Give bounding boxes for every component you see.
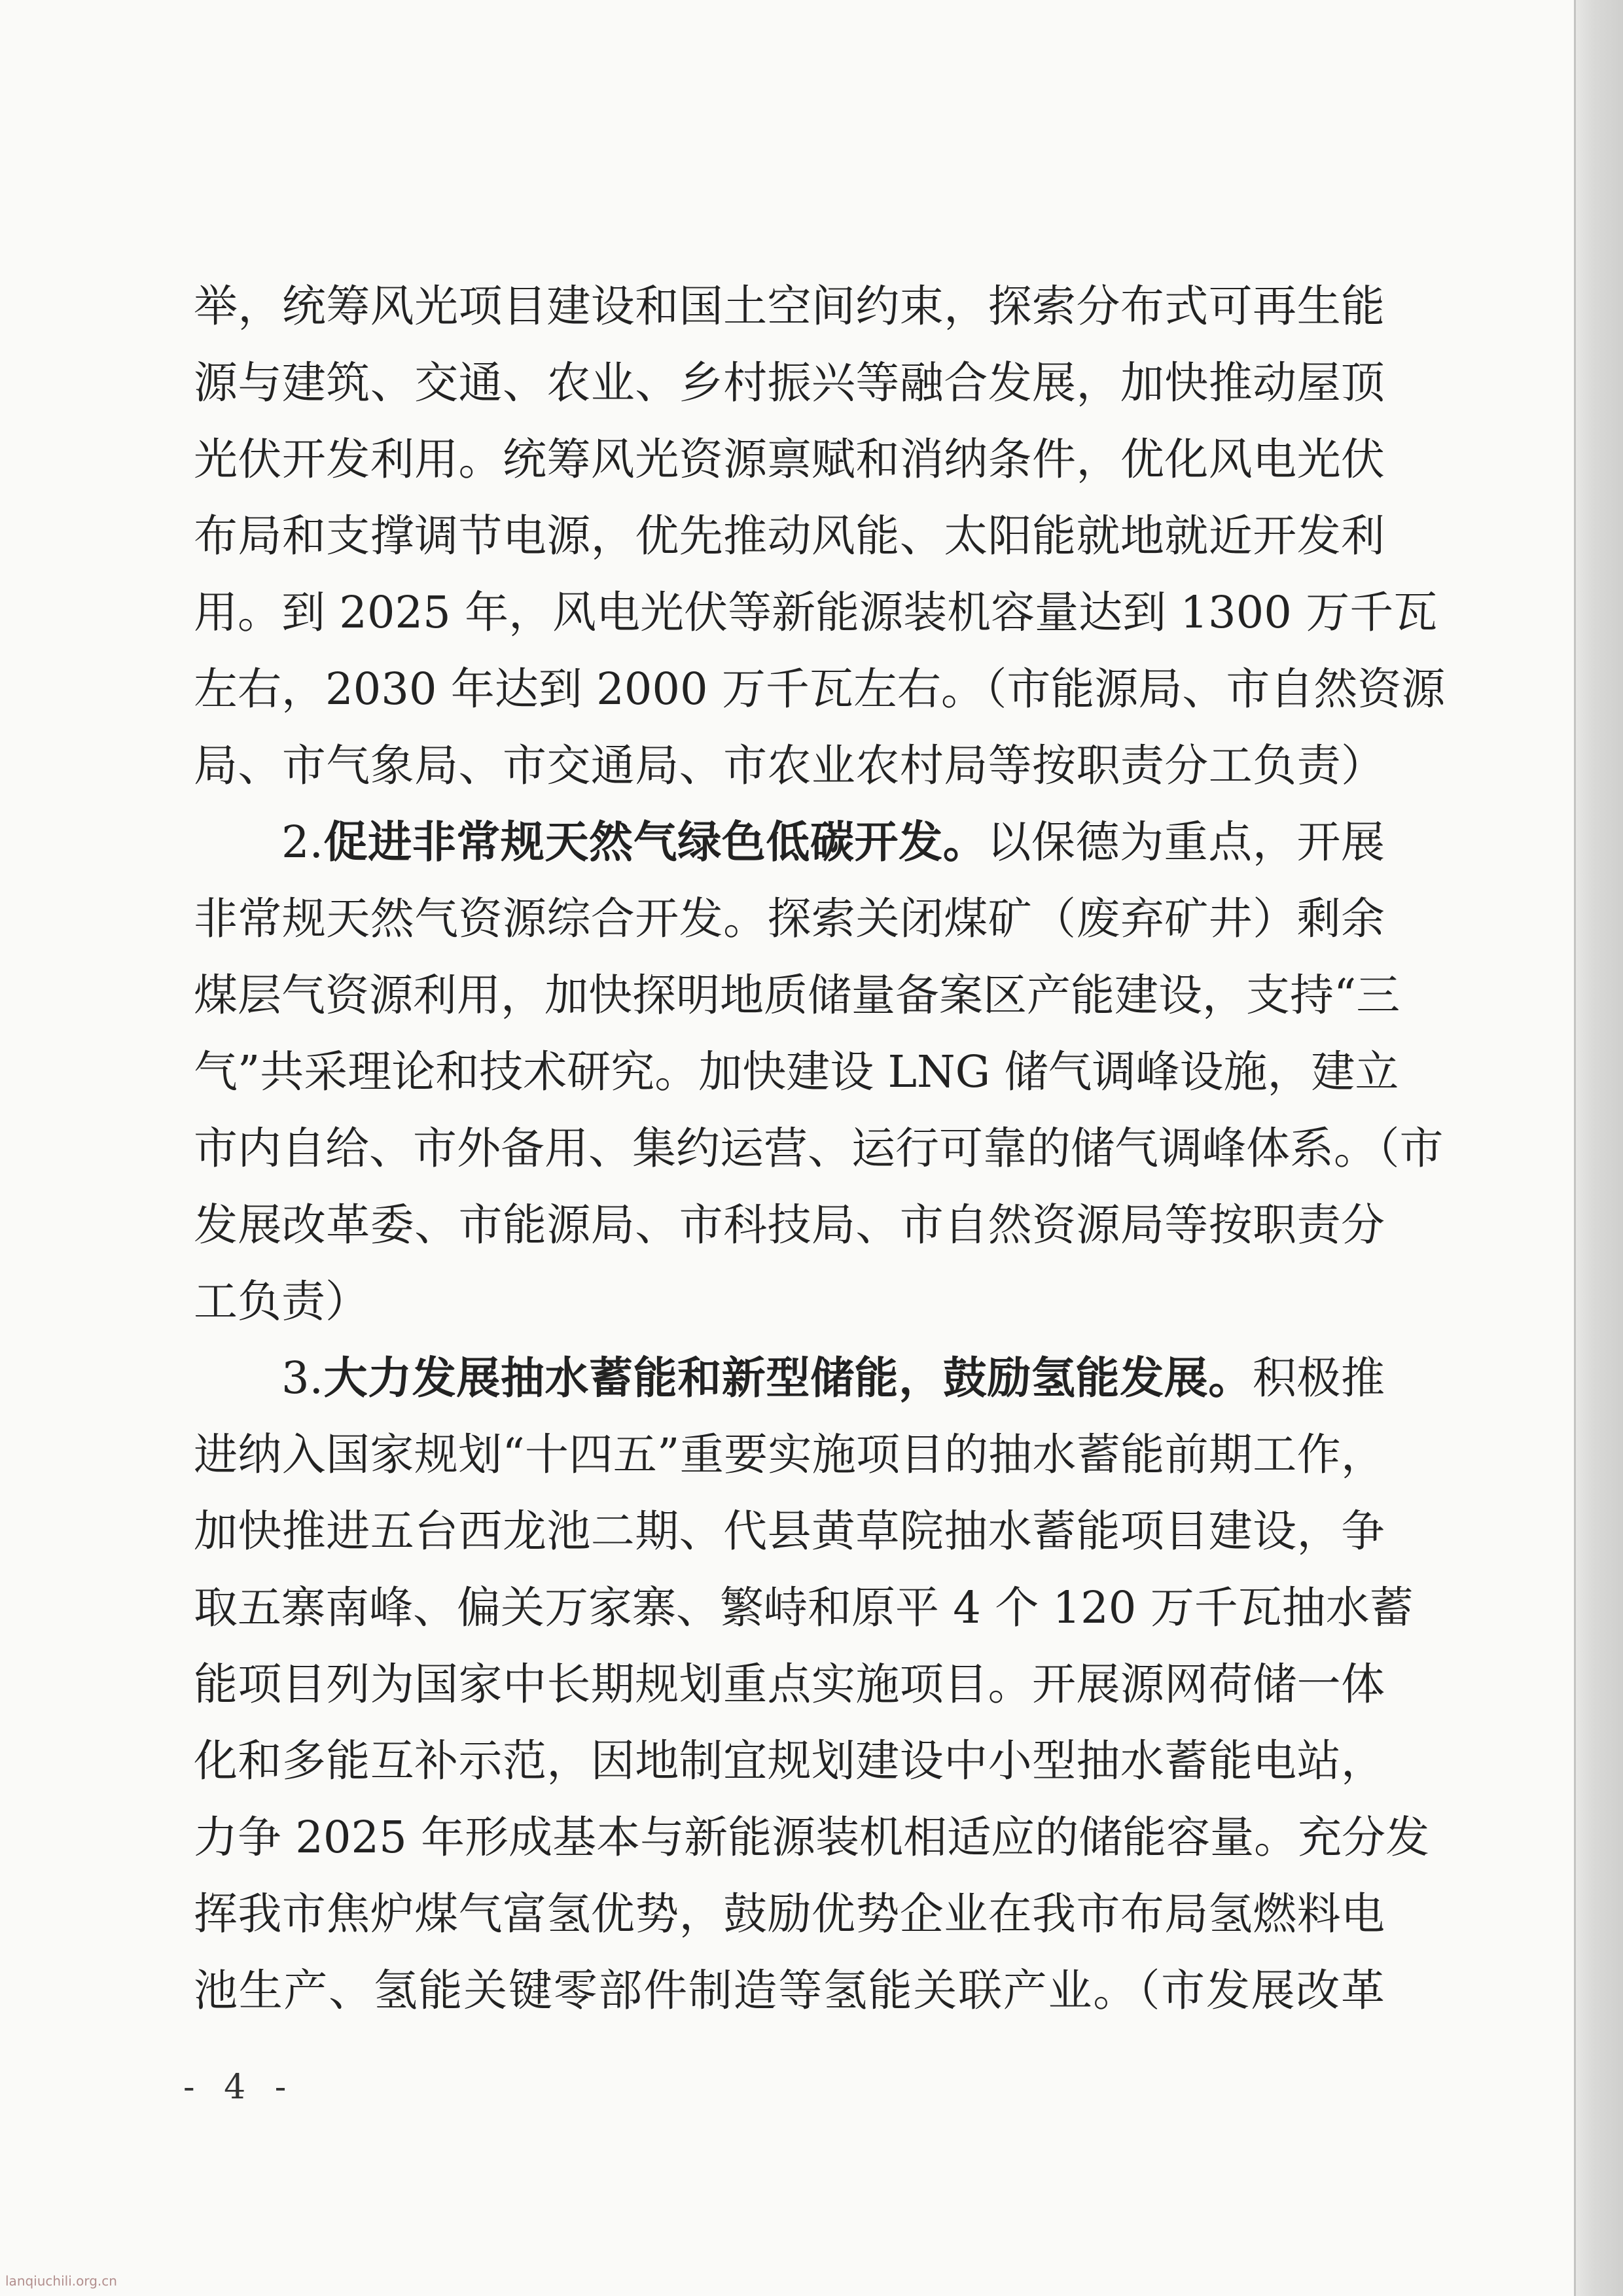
scan-edge-shadow [1574, 0, 1623, 2296]
text-line-12: 市内自给、市外备用、集约运营、运行可靠的储气调峰体系。（市 [194, 1123, 1444, 1174]
section-number: 3. [281, 1352, 323, 1404]
text-line-16: 进纳入国家规划“十四五”重要实施项目的抽水蓄能前期工作， [194, 1429, 1385, 1480]
section-title: 促进非常规天然气绿色低碳开发。 [323, 817, 988, 868]
text-line-6: 左右，2030 年达到 2000 万千瓦左右。（市能源局、市自然资源 [194, 663, 1446, 715]
text-line-9: 非常规天然气资源综合开发。探索关闭煤矿（废弃矿井）剩余 [194, 893, 1385, 944]
page-number: - 4 - [183, 2068, 296, 2107]
section-number: 2. [281, 817, 323, 868]
text-line-11: 气”共采理论和技术研究。加快建设 LNG 储气调峰设施，建立 [194, 1046, 1399, 1097]
text-line-10: 煤层气资源利用，加快探明地质储量备案区产能建设，支持“三 [194, 970, 1400, 1021]
body-text [194, 268, 1446, 2029]
section-heading-2 [194, 804, 1385, 881]
text-line-3: 光伏开发利用。统筹风光资源禀赋和消纳条件，优化风电光伏 [194, 434, 1385, 485]
text-line-21: 力争 2025 年形成基本与新能源装机相适应的储能容量。充分发 [194, 1812, 1430, 1863]
text-line-22: 挥我市焦炉煤气富氢优势，鼓励优势企业在我市布局氢燃料电 [194, 1888, 1385, 1939]
text-line-20: 化和多能互补示范，因地制宜规划建设中小型抽水蓄能电站， [194, 1735, 1385, 1786]
text-line-4: 布局和支撑调节电源，优先推动风能、太阳能就地就近开发利 [194, 510, 1385, 561]
text-line-13: 发展改革委、市能源局、市科技局、市自然资源局等按职责分 [194, 1199, 1385, 1250]
text-line-19: 能项目列为国家中长期规划重点实施项目。开展源网荷储一体 [194, 1659, 1385, 1710]
text-line-5: 用。到 2025 年，风电光伏等新能源装机容量达到 1300 万千瓦 [194, 587, 1438, 638]
section-text: 以保德为重点，开展 [987, 817, 1385, 868]
text-line-23: 池生产、氢能关键零部件制造等氢能关联产业。（市发展改革 [194, 1965, 1385, 2016]
text-line-7: 局、市气象局、市交通局、市农业农村局等按职责分工负责） [194, 740, 1385, 791]
text-line-18: 取五寨南峰、偏关万家寨、繁峙和原平 4 个 120 万千瓦抽水蓄 [194, 1582, 1414, 1633]
text-line-1: 举，统筹风光项目建设和国土空间约束，探索分布式可再生能 [194, 281, 1385, 332]
section-text: 积极推 [1252, 1352, 1385, 1404]
section-title: 大力发展抽水蓄能和新型储能，鼓励氢能发展。 [323, 1352, 1253, 1404]
watermark-text: lanqiuchili.org.cn [5, 2273, 117, 2289]
section-heading-3 [194, 1340, 1385, 1417]
text-line-2: 源与建筑、交通、农业、乡村振兴等融合发展，加快推动屋顶 [194, 357, 1385, 408]
text-line-17: 加快推进五台西龙池二期、代县黄草院抽水蓄能项目建设，争 [194, 1506, 1385, 1557]
text-line-14: 工负责） [194, 1276, 369, 1327]
